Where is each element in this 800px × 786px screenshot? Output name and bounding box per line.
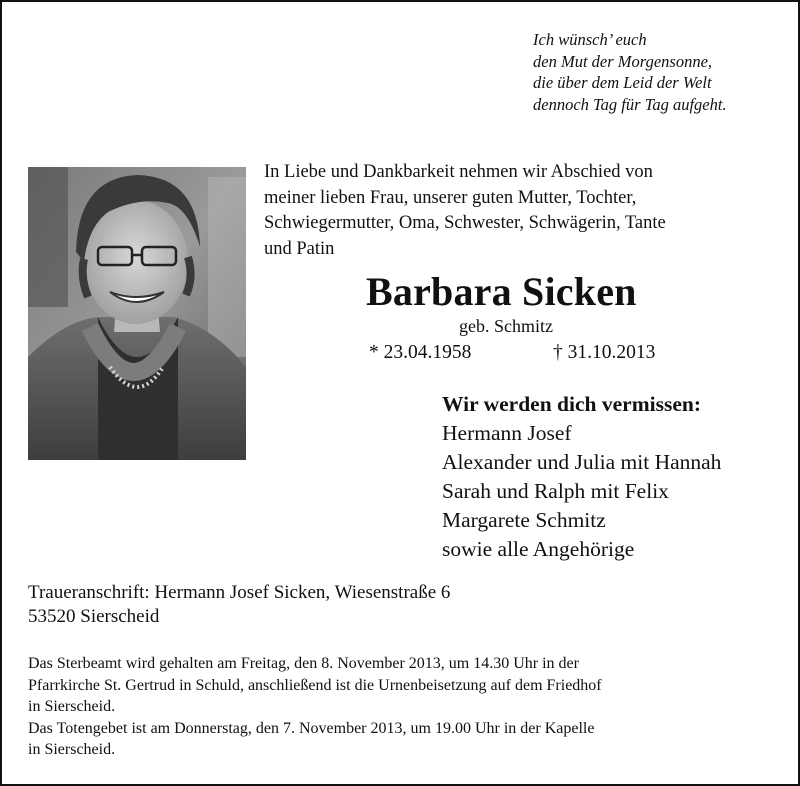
service-line: in Sierscheid.: [28, 741, 116, 758]
maiden-name: geb. Schmitz: [459, 316, 553, 336]
farewell-line: Schwiegermutter, Oma, Schwester, Schwägerin, Tante: [264, 213, 666, 233]
poem-line: den Mut der Morgensonne,: [533, 51, 713, 71]
mourner-name: sowie alle Angehörige: [442, 537, 635, 561]
service-line: Das Sterbeamt wird gehalten am Freitag, den 8. November 2013, um 14.30 Uhr in der: [28, 655, 579, 672]
service-details: [28, 653, 776, 761]
mourner-name: Alexander und Julia mit Hannah: [442, 450, 722, 474]
poem-line: Ich wünsch’ euch: [533, 30, 647, 49]
mourning-address: [28, 581, 450, 629]
mourner-name: Sarah und Ralph mit Felix: [442, 479, 669, 503]
portrait-photo: [28, 167, 246, 460]
mourner-name: Margarete Schmitz: [442, 508, 606, 532]
farewell-line: und Patin: [264, 238, 335, 259]
poem: [533, 29, 727, 115]
farewell-line: meiner lieben Frau, unserer guten Mutter, Tochter,: [264, 187, 637, 208]
mourners-heading: Wir werden dich vermissen:: [442, 392, 701, 416]
poem-line: die über dem Leid der Welt: [533, 73, 712, 92]
service-line: Pfarrkirche St. Gertrud in Schuld, anschließend ist die Urnenbeisetzung auf dem Friedhof: [28, 676, 602, 694]
deceased-name: Barbara Sicken: [366, 269, 637, 314]
birth-date: * 23.04.1958: [369, 342, 472, 363]
service-line: in Sierscheid.: [28, 698, 116, 715]
farewell-line: In Liebe und Dankbarkeit nehmen wir Abschied von: [264, 162, 653, 182]
service-line: Das Totengebet ist am Donnerstag, den 7. November 2013, um 19.00 Uhr in der Kapelle: [28, 719, 595, 737]
mourner-name: Hermann Josef: [442, 421, 572, 445]
death-date: † 31.10.2013: [553, 342, 656, 363]
mourners-list: [442, 390, 721, 564]
farewell-text: [264, 160, 776, 262]
address-line: Traueranschrift: Hermann Josef Sicken, Wiesenstraße 6: [28, 582, 451, 603]
address-line: 53520 Sierscheid: [28, 606, 160, 627]
poem-line: dennoch Tag für Tag aufgeht.: [533, 94, 727, 114]
